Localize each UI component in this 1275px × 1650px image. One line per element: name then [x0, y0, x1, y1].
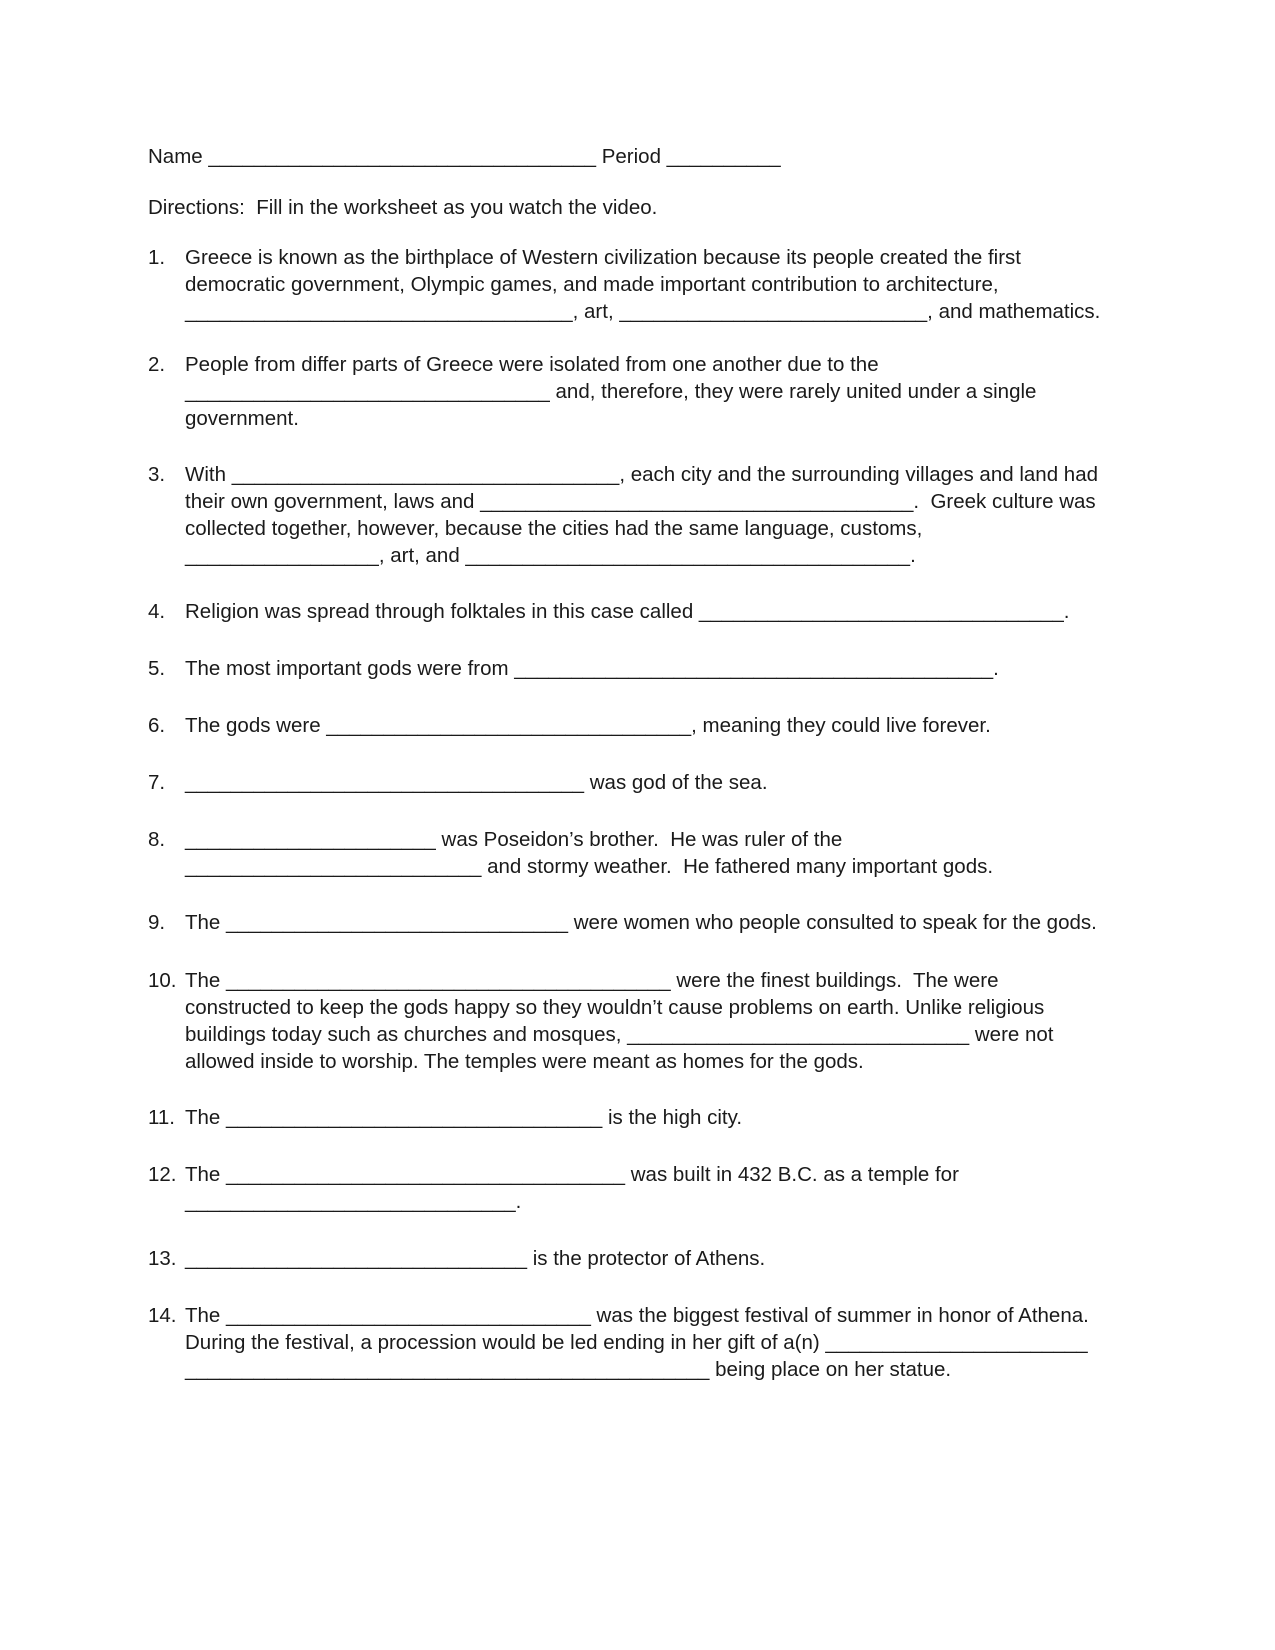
question-line: ______________________________________________ being place on her statue.: [185, 1358, 952, 1381]
question-number: 11.: [148, 1106, 175, 1129]
question-text: [185, 826, 1128, 880]
name-period-line: Name __________________________________ Period __________: [148, 145, 781, 168]
question-line: The ________________________________ was the biggest festival of summer in honor of Athena.: [185, 1304, 1089, 1327]
question-line: The _________________________________ is the high city.: [185, 1106, 743, 1129]
question-line: ______________________ was Poseidon’s brother. He was ruler of the: [185, 828, 843, 851]
question-text: [185, 712, 1128, 739]
question-line: The gods were ________________________________, meaning they could live forever.: [185, 714, 991, 737]
question-line: _____________________________.: [185, 1190, 522, 1213]
question-line: The ___________________________________ was built in 432 B.C. as a temple for: [185, 1163, 959, 1186]
question-line: The _______________________________________ were the finest buildings. The were: [185, 969, 999, 992]
question-number: 9.: [148, 911, 166, 934]
question-line: ______________________________ is the protector of Athens.: [185, 1247, 766, 1270]
question-line: During the festival, a procession would be led ending in her gift of a(n) _______________________: [185, 1331, 1088, 1354]
question-text: [185, 655, 1128, 682]
question-line: ___________________________________ was god of the sea.: [185, 771, 768, 794]
question-text: [185, 967, 1128, 1075]
question-number: 12.: [148, 1163, 177, 1186]
question-line: collected together, however, because the cities had the same language, customs,: [185, 517, 923, 540]
question-line: Greece is known as the birthplace of Western civilization because its people created the first: [185, 246, 1021, 269]
question-number: 1.: [148, 246, 166, 269]
question-number: 8.: [148, 828, 166, 851]
question-line: The ______________________________ were women who people consulted to speak for the gods.: [185, 911, 1097, 934]
directions: Directions: Fill in the worksheet as you watch the video.: [148, 196, 658, 219]
question-number: 14.: [148, 1304, 177, 1327]
question-number: 2.: [148, 353, 166, 376]
question-line: With __________________________________, each city and the surrounding villages and land had: [185, 463, 1098, 486]
question-number: 7.: [148, 771, 166, 794]
question-line: constructed to keep the gods happy so they wouldn’t cause problems on earth. Unlike religious: [185, 996, 1045, 1019]
question-text: [185, 909, 1128, 936]
question-number: 3.: [148, 463, 166, 486]
question-line: __________________________ and stormy weather. He fathered many important gods.: [185, 855, 994, 878]
question-text: [185, 598, 1128, 625]
question-line: their own government, laws and ______________________________________. Greek culture was: [185, 490, 1096, 513]
question-number: 4.: [148, 600, 166, 623]
question-line: democratic government, Olympic games, and made important contribution to architecture,: [185, 273, 999, 296]
question-line: People from differ parts of Greece were isolated from one another due to the: [185, 353, 879, 376]
question-text: [185, 1161, 1128, 1215]
question-line: __________________________________, art, ___________________________, and mathematics.: [185, 300, 1101, 323]
question-text: [185, 1302, 1128, 1383]
question-number: 13.: [148, 1247, 177, 1270]
question-text: [185, 461, 1128, 569]
question-number: 5.: [148, 657, 166, 680]
question-text: [185, 244, 1128, 325]
question-text: [185, 351, 1128, 432]
question-line: buildings today such as churches and mosques, ______________________________ were not: [185, 1023, 1054, 1046]
question-text: [185, 1104, 1128, 1131]
question-line: allowed inside to worship. The temples were meant as homes for the gods.: [185, 1050, 864, 1073]
question-line: The most important gods were from __________________________________________.: [185, 657, 999, 680]
question-line: Religion was spread through folktales in this case called ________________________________.: [185, 600, 1070, 623]
question-text: [185, 1245, 1128, 1272]
question-line: ________________________________ and, therefore, they were rarely united under a single: [185, 380, 1037, 403]
question-line: _________________, art, and _______________________________________.: [185, 544, 916, 567]
question-number: 10.: [148, 969, 177, 992]
question-number: 6.: [148, 714, 166, 737]
question-line: government.: [185, 407, 299, 430]
question-text: [185, 769, 1128, 796]
